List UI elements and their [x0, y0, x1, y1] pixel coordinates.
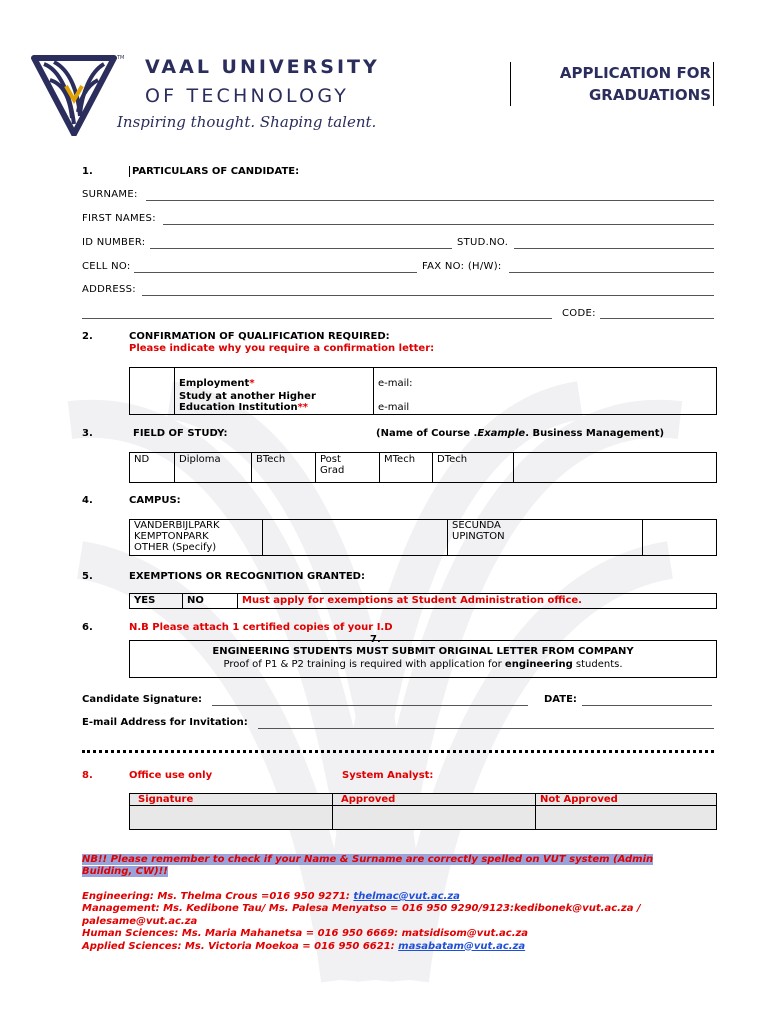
option-nd[interactable] — [130, 453, 175, 483]
course-note-c: . Business Management) — [525, 428, 665, 439]
option-nd-label: ND — [134, 454, 150, 465]
contact-management-line2: palesame@vut.ac.za — [82, 915, 198, 927]
option-mtech-label: MTech — [384, 454, 416, 465]
campus-kemptonpark: KEMPTONPARK — [134, 531, 209, 542]
option-dtech-label: DTech — [437, 454, 468, 465]
contact-applied — [82, 941, 702, 953]
contact-human-sciences: Human Sciences: Ms. Maria Mahanetsa = 016 950 6669: matsidisom@vut.ac.za — [82, 928, 529, 940]
course-note — [376, 428, 664, 439]
date-label: DATE: — [544, 694, 577, 705]
email-invitation-label: E-mail Address for Invitation: — [82, 717, 248, 728]
section4-title: CAMPUS: — [129, 495, 181, 506]
section2-number: 2. — [82, 331, 93, 342]
form-title-line2: GRADUATIONS — [588, 86, 711, 104]
campus-vanderbijlpark: VANDERBIJLPARK — [134, 520, 220, 531]
option-btech[interactable] — [252, 453, 316, 483]
id-number-label: ID NUMBER: — [82, 237, 146, 248]
office-use-label: Office use only — [129, 770, 213, 781]
option-diploma-label: Diploma — [179, 454, 221, 465]
exemption-yes[interactable] — [130, 594, 183, 609]
campus-table — [129, 519, 717, 556]
candidate-signature-field[interactable] — [212, 705, 528, 706]
email-cell-2[interactable] — [374, 390, 717, 415]
field-of-study-table — [129, 452, 717, 483]
surname-label: SURNAME: — [82, 189, 138, 200]
vut-logo-icon — [30, 54, 118, 136]
first-names-field[interactable] — [163, 224, 714, 225]
trademark-label: TM — [117, 55, 125, 61]
email-label-2: e-mail — [378, 402, 410, 413]
cell-no-field[interactable] — [134, 272, 417, 273]
engineering-notice — [129, 640, 717, 678]
not-approved-cell[interactable] — [536, 806, 717, 830]
col-not-approved — [536, 794, 717, 806]
course-note-example: Example — [477, 428, 526, 439]
section7-number: 7. — [370, 634, 381, 645]
contact-applied-email[interactable]: masabatam@vut.ac.za — [398, 940, 526, 952]
study-star: ** — [297, 402, 309, 413]
university-name-line2: OF TECHNOLOGY — [145, 85, 350, 107]
exemption-yes-label: YES — [134, 595, 156, 606]
id-number-field[interactable] — [150, 248, 452, 249]
address-field-line1[interactable] — [142, 295, 714, 296]
option-diploma[interactable] — [175, 453, 252, 483]
exemption-note-text: Must apply for exemptions at Student Administration office. — [242, 595, 582, 606]
section1-title: PARTICULARS OF CANDIDATE: — [129, 166, 299, 177]
system-analyst-label: System Analyst: — [342, 770, 434, 781]
nb-line2: Building, CW)!! — [82, 866, 168, 877]
form-title-line1: APPLICATION FOR — [559, 64, 711, 82]
stud-no-label: STUD.NO. — [457, 237, 509, 248]
section5-number: 5. — [82, 571, 93, 582]
option-dtech[interactable] — [433, 453, 514, 483]
study-label-line1: Study at another Higher — [179, 391, 316, 402]
contact-engineering-text: Engineering: Ms. Thelma Crous =016 950 9271: — [82, 891, 354, 902]
section6-number: 6. — [82, 622, 93, 633]
course-note-a: (Name of Course . — [376, 428, 478, 439]
surname-field[interactable] — [146, 200, 714, 201]
fax-no-field[interactable] — [509, 272, 714, 273]
cell-no-label: CELL NO: — [82, 261, 131, 272]
campus-right-check[interactable] — [643, 520, 717, 556]
section3-title: FIELD OF STUDY: — [133, 428, 228, 439]
campus-other: OTHER (Specify) — [134, 542, 217, 553]
employment-label: Employment — [179, 378, 250, 389]
option-postgrad-label1: Post — [320, 454, 341, 465]
option-postgrad[interactable] — [316, 453, 380, 483]
engineering-line-c: students. — [572, 659, 623, 670]
contacts — [82, 891, 702, 953]
email-cell-1[interactable] — [374, 368, 717, 391]
section4-number: 4. — [82, 495, 93, 506]
contact-management-line1: Management: Ms. Kedibone Tau/ Ms. Palesa Menyatso = 016 950 9290/9123:kedibonek@vut.ac.za / — [82, 903, 641, 915]
form-title — [510, 62, 714, 106]
col-signature-label: Signature — [138, 794, 194, 805]
campus-secunda: SECUNDA — [452, 520, 501, 531]
nb-line1: NB!! Please remember to check if your Name & Surname are correctly spelled on VUT system (Admin — [82, 854, 654, 865]
contact-engineering — [82, 891, 702, 903]
nb-notice — [82, 854, 678, 878]
section5-title: EXEMPTIONS OR RECOGNITION GRANTED: — [129, 571, 365, 582]
stud-no-field[interactable] — [514, 248, 714, 249]
signature-cell[interactable] — [130, 806, 333, 830]
engineering-line — [130, 659, 716, 670]
col-approved-label: Approved — [341, 794, 396, 805]
office-use-table — [129, 793, 717, 830]
option-mtech[interactable] — [380, 453, 433, 483]
university-name-line1: VAAL UNIVERSITY — [145, 56, 380, 78]
engineering-title: ENGINEERING STUDENTS MUST SUBMIT ORIGINAL LETTER FROM COMPANY — [212, 646, 634, 657]
option-btech-label: BTech — [256, 454, 286, 465]
contact-applied-text: Applied Sciences: Ms. Victoria Moekoa = 016 950 6621: — [82, 940, 399, 952]
separator-dots — [82, 750, 714, 753]
section2-title: CONFIRMATION OF QUALIFICATION REQUIRED: — [129, 331, 390, 342]
exemptions-table — [129, 593, 717, 609]
section2-note: Please indicate why you require a confirmation letter: — [129, 343, 435, 354]
campus-left-check[interactable] — [263, 520, 448, 556]
candidate-signature-label: Candidate Signature: — [82, 694, 203, 705]
col-not-approved-label: Not Approved — [540, 794, 618, 805]
code-label: CODE: — [562, 308, 596, 319]
address-label: ADDRESS: — [82, 284, 136, 295]
option-postgrad-label2: Grad — [320, 465, 345, 476]
section1-number: 1. — [82, 166, 93, 177]
campus-right-cell — [448, 520, 643, 556]
study-label-line2: Education Institution — [179, 402, 298, 413]
employment-star: * — [249, 378, 255, 389]
confirmation-table — [129, 367, 717, 415]
section8-number: 8. — [82, 770, 93, 781]
col-approved — [333, 794, 536, 806]
email-invitation-field[interactable] — [258, 728, 714, 729]
campus-left-cell — [130, 520, 263, 556]
exemption-no-label: NO — [187, 595, 204, 606]
campus-upington: UPINGTON — [452, 531, 505, 542]
engineering-line-a: Proof of P1 & P2 training is required with application for — [223, 659, 505, 670]
code-field[interactable] — [600, 318, 714, 319]
university-tagline: Inspiring thought. Shaping talent. — [117, 113, 377, 131]
address-field-line2[interactable] — [82, 318, 552, 319]
approved-cell[interactable] — [333, 806, 536, 830]
first-names-label: FIRST NAMES: — [82, 213, 156, 224]
contact-engineering-email[interactable]: thelmac@vut.ac.za — [353, 891, 460, 902]
study-checkbox[interactable] — [130, 390, 175, 415]
employment-cell — [175, 368, 374, 391]
employment-checkbox[interactable] — [130, 368, 175, 391]
col-signature — [130, 794, 333, 806]
fax-no-label: FAX NO: (H/W): — [422, 261, 502, 272]
exemption-note — [238, 594, 717, 609]
engineering-line-bold: engineering — [504, 659, 573, 670]
date-field[interactable] — [582, 705, 712, 706]
study-cell — [175, 390, 374, 415]
id-copies-note: N.B Please attach 1 certified copies of your I.D — [129, 622, 393, 633]
exemption-no[interactable] — [183, 594, 238, 609]
course-name-cell[interactable] — [514, 453, 717, 483]
section3-number: 3. — [82, 428, 93, 439]
email-label-1: e-mail: — [378, 378, 413, 389]
